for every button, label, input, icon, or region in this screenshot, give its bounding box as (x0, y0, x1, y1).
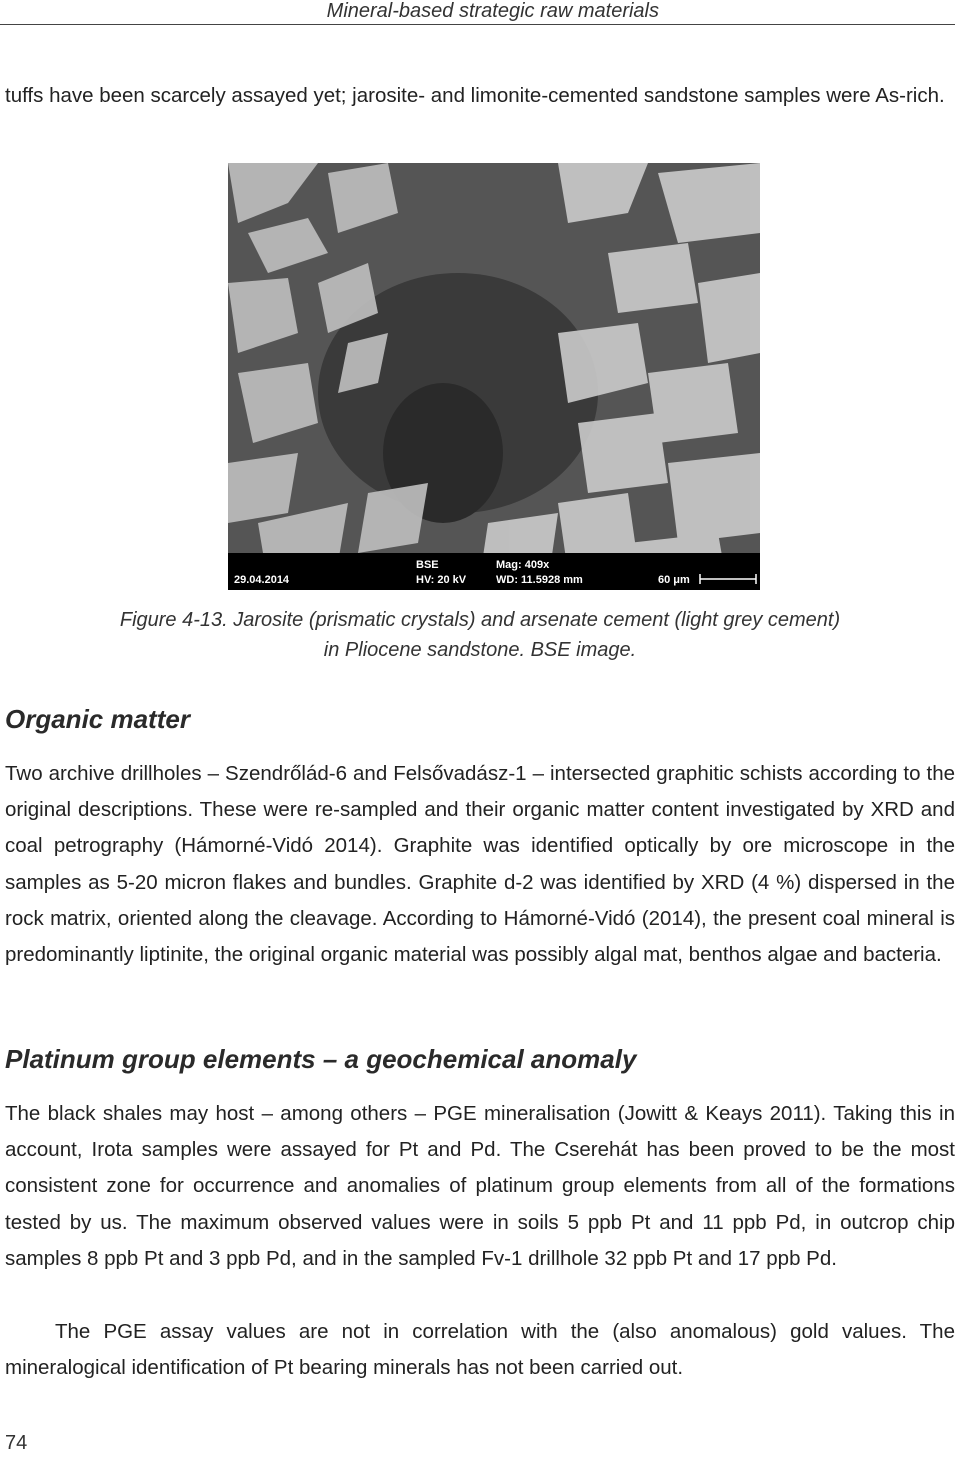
overlay-hv: HV: 20 kV (416, 574, 467, 586)
overlay-detector: BSE (416, 559, 439, 571)
bse-image (228, 163, 760, 590)
page-number: 74 (5, 1432, 28, 1454)
pge-paragraph-2: The PGE assay values are not in correlation with the (also anomalous) gold values. The mineralogical identification of Pt bearing minerals has not been carried out. (5, 1320, 955, 1380)
intro-paragraph: tuffs have been scarcely assayed yet; jarosite- and limonite-cemented sandstone samples were As-rich. (5, 84, 945, 107)
figure-caption-line2: in Pliocene sandstone. BSE image. (323, 639, 637, 661)
section-heading-organic-matter: Organic matter (5, 704, 190, 734)
figure-caption-line1: Figure 4-13. Jarosite (prismatic crystals) and arsenate cement (light grey cement) (119, 609, 841, 631)
overlay-mag: Mag: 409x (496, 559, 550, 571)
organic-matter-paragraph: Two archive drillholes – Szendrőlád-6 and Felsővadász-1 – intersected graphitic schists according to the original descriptions. These were re-sampled and their organic matter content investigated by XRD and coal petrography (Hámorné-Vidó 2014). Graphite was identified optically by ore microscope in the samples as 5-20 micron flakes and bundles. Graphite d-2 was identified by XRD (4 %) dispersed in the rock matrix, oriented along the cleavage. According to Hámorné-Vidó (2014), the present coal mineral is predominantly liptinite, the original organic material was possibly algal mat, benthos algae and bacteria. (5, 762, 955, 967)
pge-paragraph-1: The black shales may host – among others – PGE mineralisation (Jowitt & Keays 2011). Taking this in account, Irota samples were assayed for Pt and Pd. The Cserehát has been proved to be the most consistent zone for occurrence and anomalies of platinum group elements from all of the formations tested by us. The maximum observed values were in soils 5 ppb Pt and 11 ppb Pd, in outcrop chip samples 8 ppb Pt and 3 ppb Pd, and in the sampled Fv-1 drillhole 32 ppb Pt and 17 ppb Pd. (5, 1102, 955, 1270)
overlay-scale-label: 60 μm (658, 574, 690, 586)
section-heading-pge: Platinum group elements – a geochemical anomaly (5, 1044, 637, 1074)
overlay-wd: WD: 11.5928 mm (496, 574, 583, 586)
running-header (0, 0, 955, 25)
running-title: Mineral-based strategic raw materials (326, 0, 659, 22)
bse-micrograph (228, 163, 760, 590)
overlay-date: 29.04.2014 (234, 574, 290, 586)
